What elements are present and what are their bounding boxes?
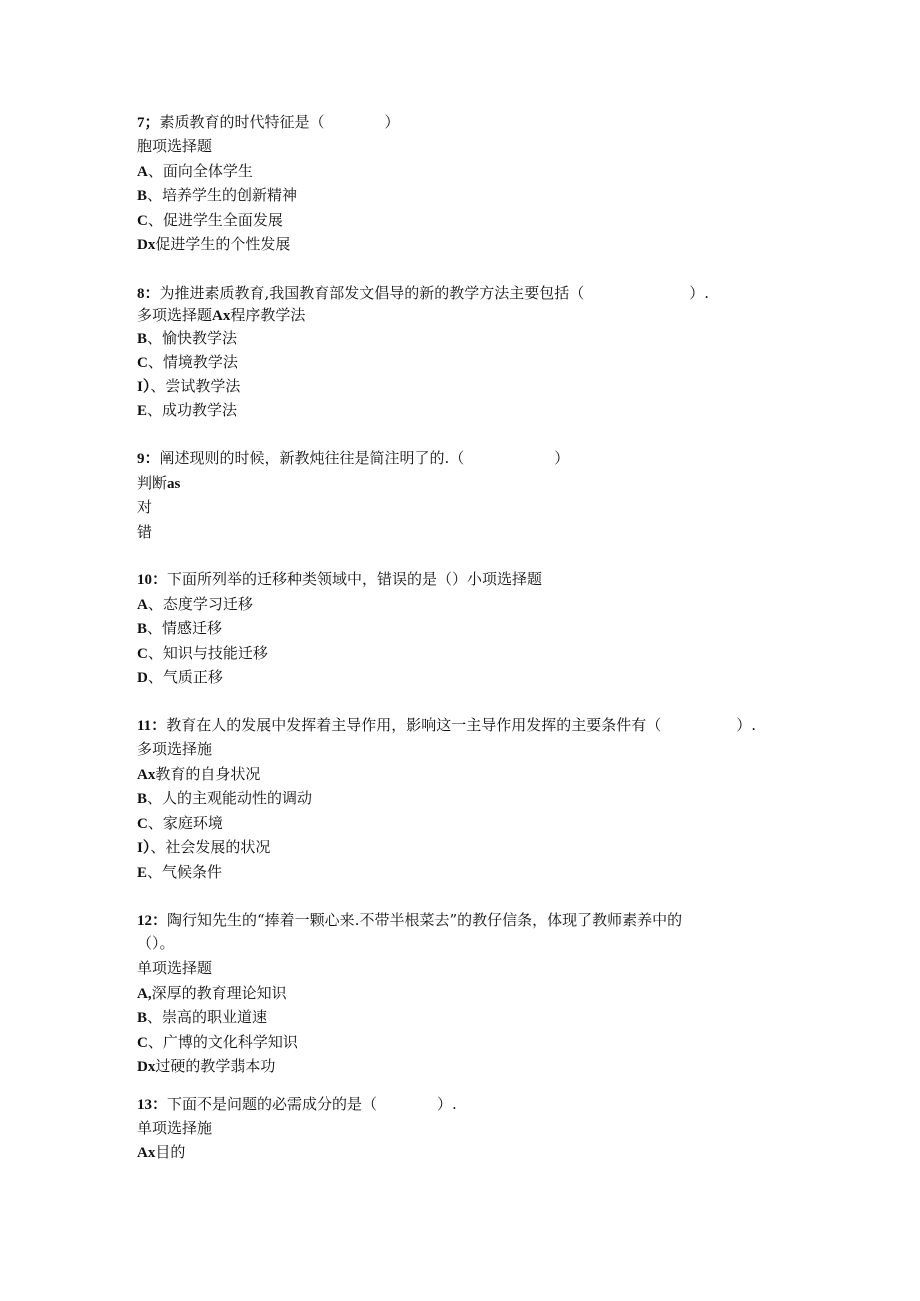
- question-text: 素质教育的时代特征是（ ）: [159, 113, 400, 131]
- option-text: 、态度学习迁移: [147, 595, 253, 613]
- question-text: 下面不是问题的必需成分的是（ ）.: [167, 1095, 457, 1113]
- option-a: [137, 1143, 185, 1162]
- question-type-label: 多项选择题: [137, 306, 213, 324]
- question-type: [137, 306, 305, 325]
- question-type-suffix: as: [167, 476, 181, 492]
- option-d: [137, 235, 290, 254]
- option-key: Ax: [137, 1145, 156, 1161]
- option-text: 过硬的教学翡本功: [155, 1057, 276, 1075]
- question-type: [137, 474, 180, 493]
- question-8-stem: [137, 284, 709, 303]
- question-type-label: 判断: [137, 474, 168, 492]
- option-d: [137, 838, 270, 857]
- option-key: B: [137, 791, 148, 807]
- question-number: 13：: [137, 1097, 168, 1113]
- option-key: I）: [137, 840, 151, 856]
- option-text: 、崇高的职业道速: [147, 1008, 268, 1026]
- question-text: 陶行知先生的“捧着一颗心来.不带半根菜去”的教仔信条，体现了教师素养中的: [167, 911, 683, 929]
- question-9-stem: [137, 449, 569, 468]
- question-text: 下面所列举的迁移种类领域中，错误的是（）小项选择题: [167, 570, 543, 588]
- option-text: 、促进学生全面发展: [147, 211, 283, 229]
- option-text: 、培养学生的创新精神: [147, 186, 298, 204]
- question-number: 11：: [137, 718, 167, 734]
- question-type: 胞项选择题: [137, 137, 213, 155]
- option-key: B: [137, 331, 148, 347]
- option-key: C: [137, 816, 148, 832]
- option-key: C: [137, 213, 148, 229]
- option-text: 程序教学法: [230, 306, 306, 324]
- question-text: 阐述现则的时候，新教炖往往是简注明了的.（ ）: [159, 449, 570, 467]
- question-number: 12：: [137, 913, 168, 929]
- question-13-stem: [137, 1095, 457, 1114]
- question-number: 7；: [137, 115, 160, 131]
- option-b: [137, 789, 312, 808]
- option-text: 、知识与技能迁移: [147, 644, 268, 662]
- option-text: 教育的自身状况: [155, 765, 261, 783]
- option-key: Ax: [212, 308, 231, 324]
- option-text: 、情感迁移: [147, 619, 223, 637]
- option-text: 目的: [155, 1143, 186, 1161]
- option-c: [137, 211, 283, 230]
- option-b: [137, 186, 297, 205]
- question-12-stem-continued: （）。: [137, 934, 175, 952]
- option-key: B: [137, 188, 148, 204]
- option-a: [137, 162, 253, 181]
- option-a: [137, 595, 253, 614]
- option-d: [137, 377, 240, 396]
- option-a: [137, 765, 260, 784]
- option-text: 、广博的文化科学知识: [147, 1033, 298, 1051]
- option-text: 、成功教学法: [147, 401, 238, 419]
- option-key: C: [137, 355, 148, 371]
- question-number: 10：: [137, 572, 168, 588]
- option-a: [137, 984, 287, 1003]
- option-text: 、气候条件: [147, 863, 223, 881]
- option-text: 、人的主观能动性的调动: [147, 789, 313, 807]
- option-c: [137, 814, 223, 833]
- option-key: A,: [137, 986, 152, 1002]
- option-text: 深厚的教育理论知识: [151, 984, 287, 1002]
- option-c: [137, 644, 268, 663]
- option-key: D: [137, 670, 148, 686]
- question-10-stem: [137, 570, 542, 589]
- option-text: 、尝试教学法: [150, 377, 241, 395]
- question-type: 多项选择施: [137, 740, 213, 758]
- option-text: 、家庭环境: [147, 814, 223, 832]
- question-text: 为推进素质教育,我国教育部发文倡导的新的教学方法主要包括（ ）.: [159, 284, 710, 302]
- option-key: Dx: [137, 1059, 156, 1075]
- option-d: [137, 668, 223, 687]
- option-text: 、面向全体学生: [147, 162, 253, 180]
- question-7-stem: [137, 113, 400, 132]
- question-11-stem: [137, 716, 756, 735]
- option-key: B: [137, 621, 148, 637]
- option-c: [137, 353, 238, 372]
- option-false: 错: [137, 523, 153, 541]
- question-12-stem: [137, 911, 682, 930]
- question-type: 单项选择题: [137, 959, 213, 977]
- option-text: 、情境教学法: [147, 353, 238, 371]
- option-b: [137, 329, 237, 348]
- option-key: B: [137, 1010, 148, 1026]
- option-true: 对: [137, 498, 153, 516]
- question-text: 教育在人的发展中发挥着主导作用，影响这一主导作用发挥的主要条件有（ ）.: [166, 716, 756, 734]
- option-text: 促进学生的个性发展: [155, 235, 291, 253]
- option-key: A: [137, 597, 148, 613]
- option-d: [137, 1057, 275, 1076]
- option-e: [137, 401, 237, 420]
- option-key: C: [137, 646, 148, 662]
- option-e: [137, 863, 222, 882]
- option-b: [137, 1008, 267, 1027]
- option-key: E: [137, 403, 148, 419]
- question-number: 9：: [137, 451, 160, 467]
- option-text: 、社会发展的状况: [150, 838, 271, 856]
- option-b: [137, 619, 222, 638]
- option-text: 、愉快教学法: [147, 329, 238, 347]
- question-number: 8：: [137, 286, 160, 302]
- option-key: I）: [137, 379, 151, 395]
- option-key: E: [137, 865, 148, 881]
- option-c: [137, 1033, 298, 1052]
- option-key: C: [137, 1035, 148, 1051]
- option-key: Dx: [137, 237, 156, 253]
- option-key: Ax: [137, 767, 156, 783]
- option-text: 、气质正移: [147, 668, 223, 686]
- option-key: A: [137, 164, 148, 180]
- question-type: 单项选择施: [137, 1119, 213, 1137]
